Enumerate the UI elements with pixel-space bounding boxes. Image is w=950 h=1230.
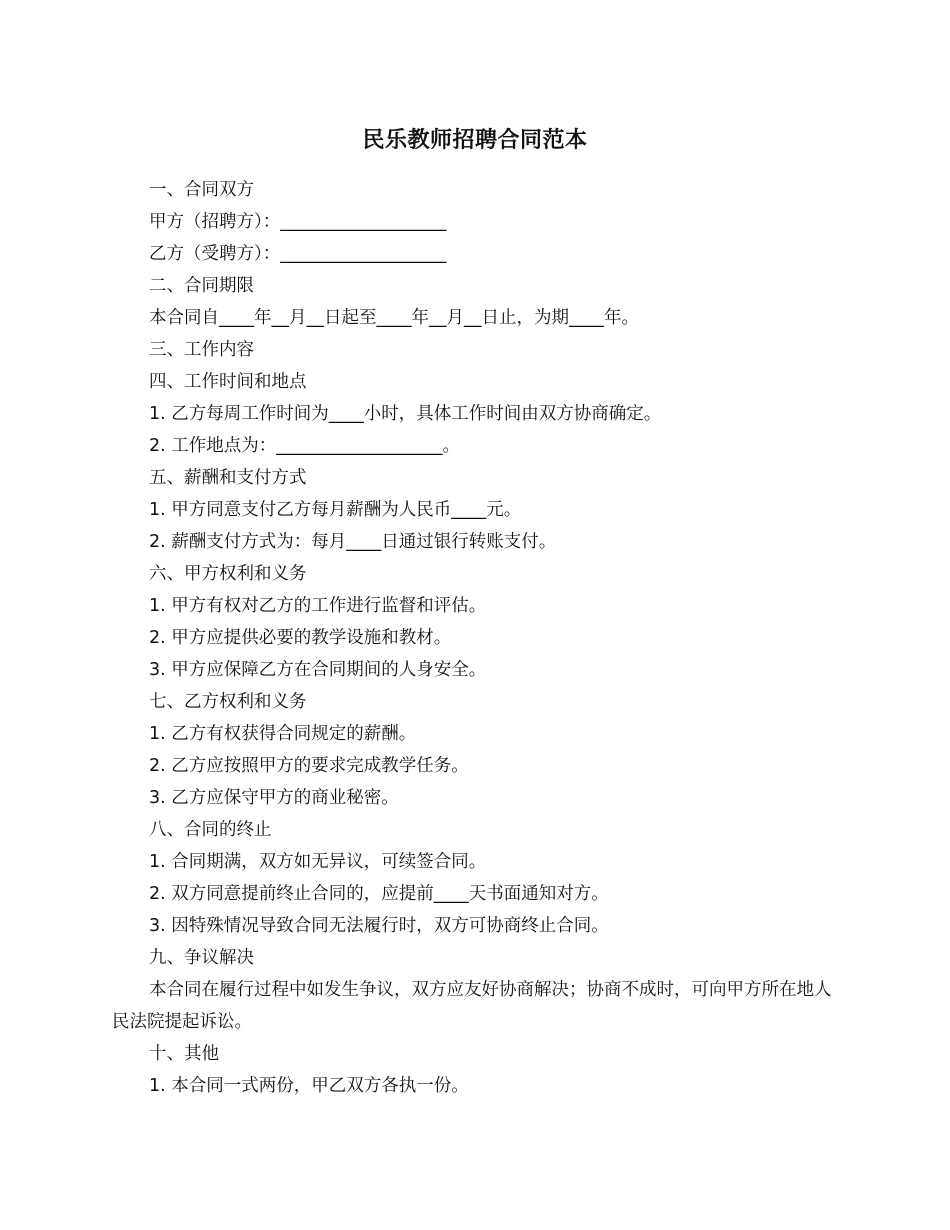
document-title: 民乐教师招聘合同范本 bbox=[362, 128, 588, 153]
party-a-rights-item-2: 2. 甲方应提供必要的教学设施和教材。 bbox=[149, 628, 452, 648]
salary-item-2: 2. 薪酬支付方式为：每月____日通过银行转账支付。 bbox=[149, 532, 557, 552]
party-a-rights-item-3: 3. 甲方应保障乙方在合同期间的人身安全。 bbox=[149, 660, 487, 680]
section-heading-work-content: 三、工作内容 bbox=[149, 340, 254, 360]
section-heading-other: 十、其他 bbox=[149, 1044, 219, 1064]
section-heading-parties: 一、合同双方 bbox=[149, 180, 254, 200]
party-b-rights-item-1: 1. 乙方有权获得合同规定的薪酬。 bbox=[149, 724, 417, 744]
party-b-line: 乙方（受聘方）：___________________ bbox=[149, 244, 447, 264]
salary-item-1: 1. 甲方同意支付乙方每月薪酬为人民币____元。 bbox=[149, 500, 522, 520]
party-a-rights-item-1: 1. 甲方有权对乙方的工作进行监督和评估。 bbox=[149, 596, 487, 616]
party-b-rights-item-3: 3. 乙方应保守甲方的商业秘密。 bbox=[149, 788, 399, 808]
section-heading-party-b-rights: 七、乙方权利和义务 bbox=[149, 692, 307, 712]
section-heading-dispute: 九、争议解决 bbox=[149, 948, 254, 968]
party-a-line: 甲方（招聘方）：___________________ bbox=[149, 212, 447, 232]
termination-item-2: 2. 双方同意提前终止合同的，应提前____天书面通知对方。 bbox=[149, 884, 609, 904]
section-heading-time-place: 四、工作时间和地点 bbox=[149, 372, 307, 392]
section-heading-salary: 五、薪酬和支付方式 bbox=[149, 468, 307, 488]
section-heading-term: 二、合同期限 bbox=[149, 276, 254, 296]
termination-item-3: 3. 因特殊情况导致合同无法履行时，双方可协商终止合同。 bbox=[149, 916, 609, 936]
time-place-item-1: 1. 乙方每周工作时间为____小时，具体工作时间由双方协商确定。 bbox=[149, 404, 662, 424]
party-b-rights-item-2: 2. 乙方应按照甲方的要求完成教学任务。 bbox=[149, 756, 469, 776]
section-heading-party-a-rights: 六、甲方权利和义务 bbox=[149, 564, 307, 584]
dispute-clause: 本合同在履行过程中如发生争议，双方应友好协商解决；协商不成时，可向甲方所在地人民法院提起诉讼。 bbox=[112, 980, 832, 1032]
document-body bbox=[112, 174, 842, 1102]
termination-item-1: 1. 合同期满，双方如无异议，可续签合同。 bbox=[149, 852, 487, 872]
time-place-item-2: 2. 工作地点为：___________________。 bbox=[149, 436, 461, 456]
term-clause: 本合同自____年__月__日起至____年__月__日止，为期____年。 bbox=[149, 308, 639, 328]
section-heading-termination: 八、合同的终止 bbox=[149, 820, 272, 840]
other-item-1: 1. 本合同一式两份，甲乙双方各执一份。 bbox=[149, 1076, 469, 1096]
